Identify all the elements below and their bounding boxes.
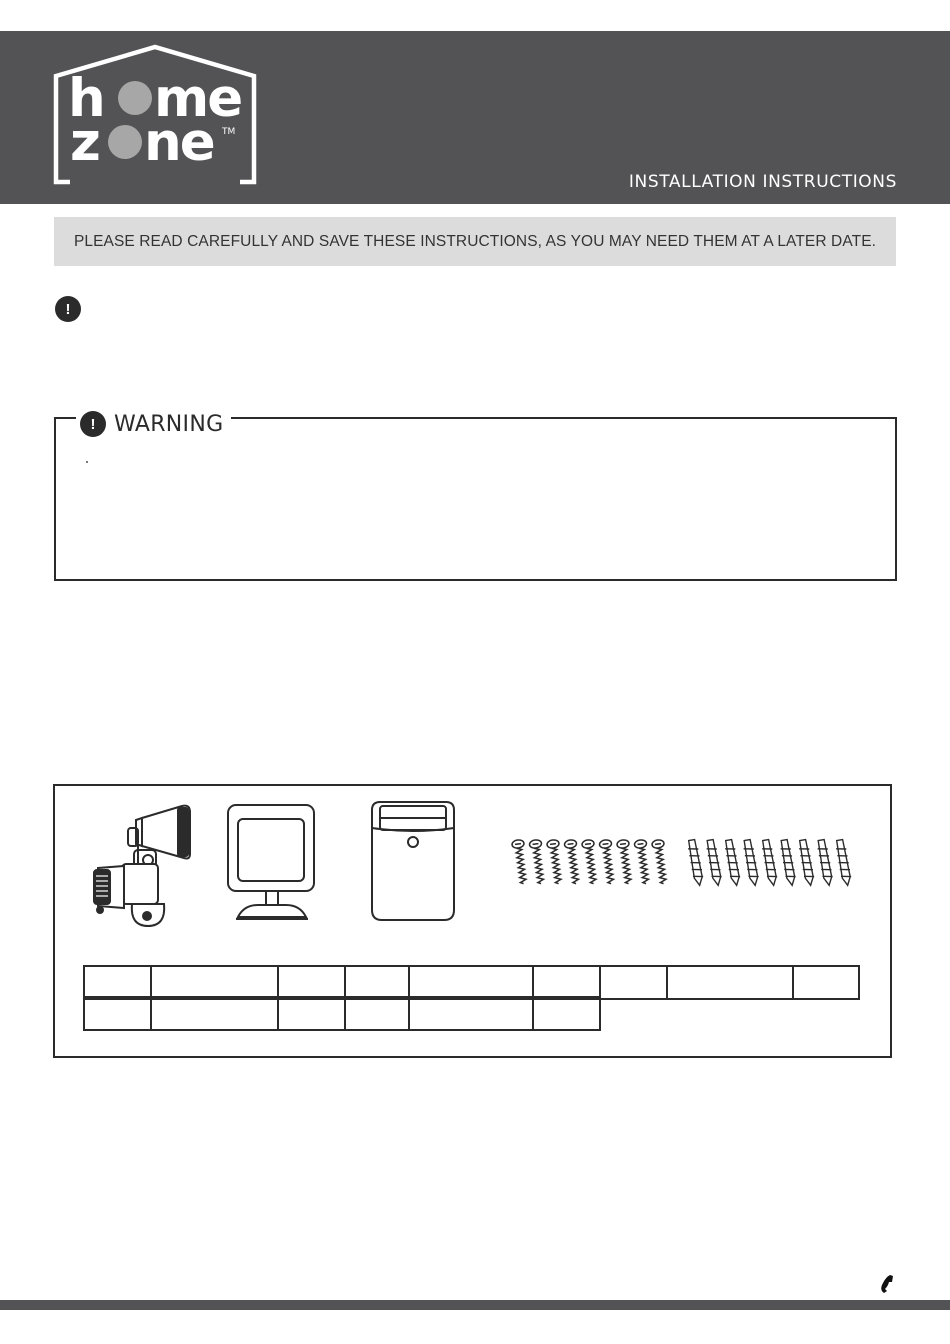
- table-cell: [533, 997, 600, 1030]
- wall-anchor: [742, 839, 760, 886]
- table-cell: [345, 966, 409, 999]
- screw: [529, 839, 547, 884]
- table-cell: [793, 966, 859, 999]
- notice-text: PLEASE READ CAREFULLY AND SAVE THESE INSTRUCTIONS, AS YOU MAY NEED THEM AT A LATER DATE.: [73, 232, 877, 250]
- screw: [564, 839, 582, 884]
- svg-text:h: h: [68, 68, 104, 129]
- solar-panel-illustration: [224, 803, 320, 921]
- wall-anchors-illustration: [682, 838, 858, 890]
- table-row: [84, 997, 600, 1030]
- table-cell: [345, 997, 409, 1030]
- home-zone-logo: [52, 44, 258, 186]
- table-cell: [600, 966, 667, 999]
- table-cell: [84, 997, 151, 1030]
- page-title: INSTALLATION INSTRUCTIONS: [628, 172, 897, 192]
- table-cell: [533, 966, 600, 999]
- screw: [512, 839, 530, 884]
- table-cell: [151, 997, 278, 1030]
- floodlight-illustration: [90, 800, 200, 928]
- svg-text:z: z: [70, 112, 99, 173]
- warning-text-mark: [86, 461, 88, 463]
- wall-anchor: [761, 839, 779, 886]
- screw: [617, 839, 635, 884]
- svg-text:ne: ne: [144, 112, 214, 173]
- screw: [599, 839, 617, 884]
- table-row: [84, 966, 859, 999]
- table-cell: [278, 966, 345, 999]
- warning-heading: [76, 405, 231, 443]
- wall-anchor: [798, 839, 816, 886]
- wall-anchor: [816, 839, 834, 886]
- wall-anchor: [705, 839, 723, 886]
- svg-text:me: me: [154, 68, 242, 129]
- parts-table: [83, 965, 860, 1000]
- table-cell: [84, 966, 151, 999]
- motion-sensor-illustration: [368, 800, 458, 924]
- parts-table: [83, 996, 601, 1031]
- screws-illustration: [506, 838, 670, 888]
- exclamation-circle-icon: !: [80, 411, 106, 437]
- table-cell: [278, 997, 345, 1030]
- warning-label: WARNING: [114, 411, 224, 437]
- notice-bar: [54, 217, 896, 266]
- screw: [634, 839, 652, 884]
- wall-anchor: [724, 839, 742, 886]
- table-cell: [151, 966, 278, 999]
- wall-anchor: [687, 839, 705, 886]
- table-cell: [409, 997, 533, 1030]
- wall-anchor: [835, 839, 853, 886]
- screw: [652, 839, 670, 884]
- wall-anchor: [779, 839, 797, 886]
- exclamation-circle-icon: !: [55, 296, 81, 322]
- footer-band: [0, 1300, 950, 1310]
- screw: [547, 839, 565, 884]
- table-cell: [667, 966, 793, 999]
- table-cell: [409, 966, 533, 999]
- svg-text:TM: TM: [222, 127, 236, 137]
- phone-icon: [878, 1274, 896, 1294]
- screw: [582, 839, 600, 884]
